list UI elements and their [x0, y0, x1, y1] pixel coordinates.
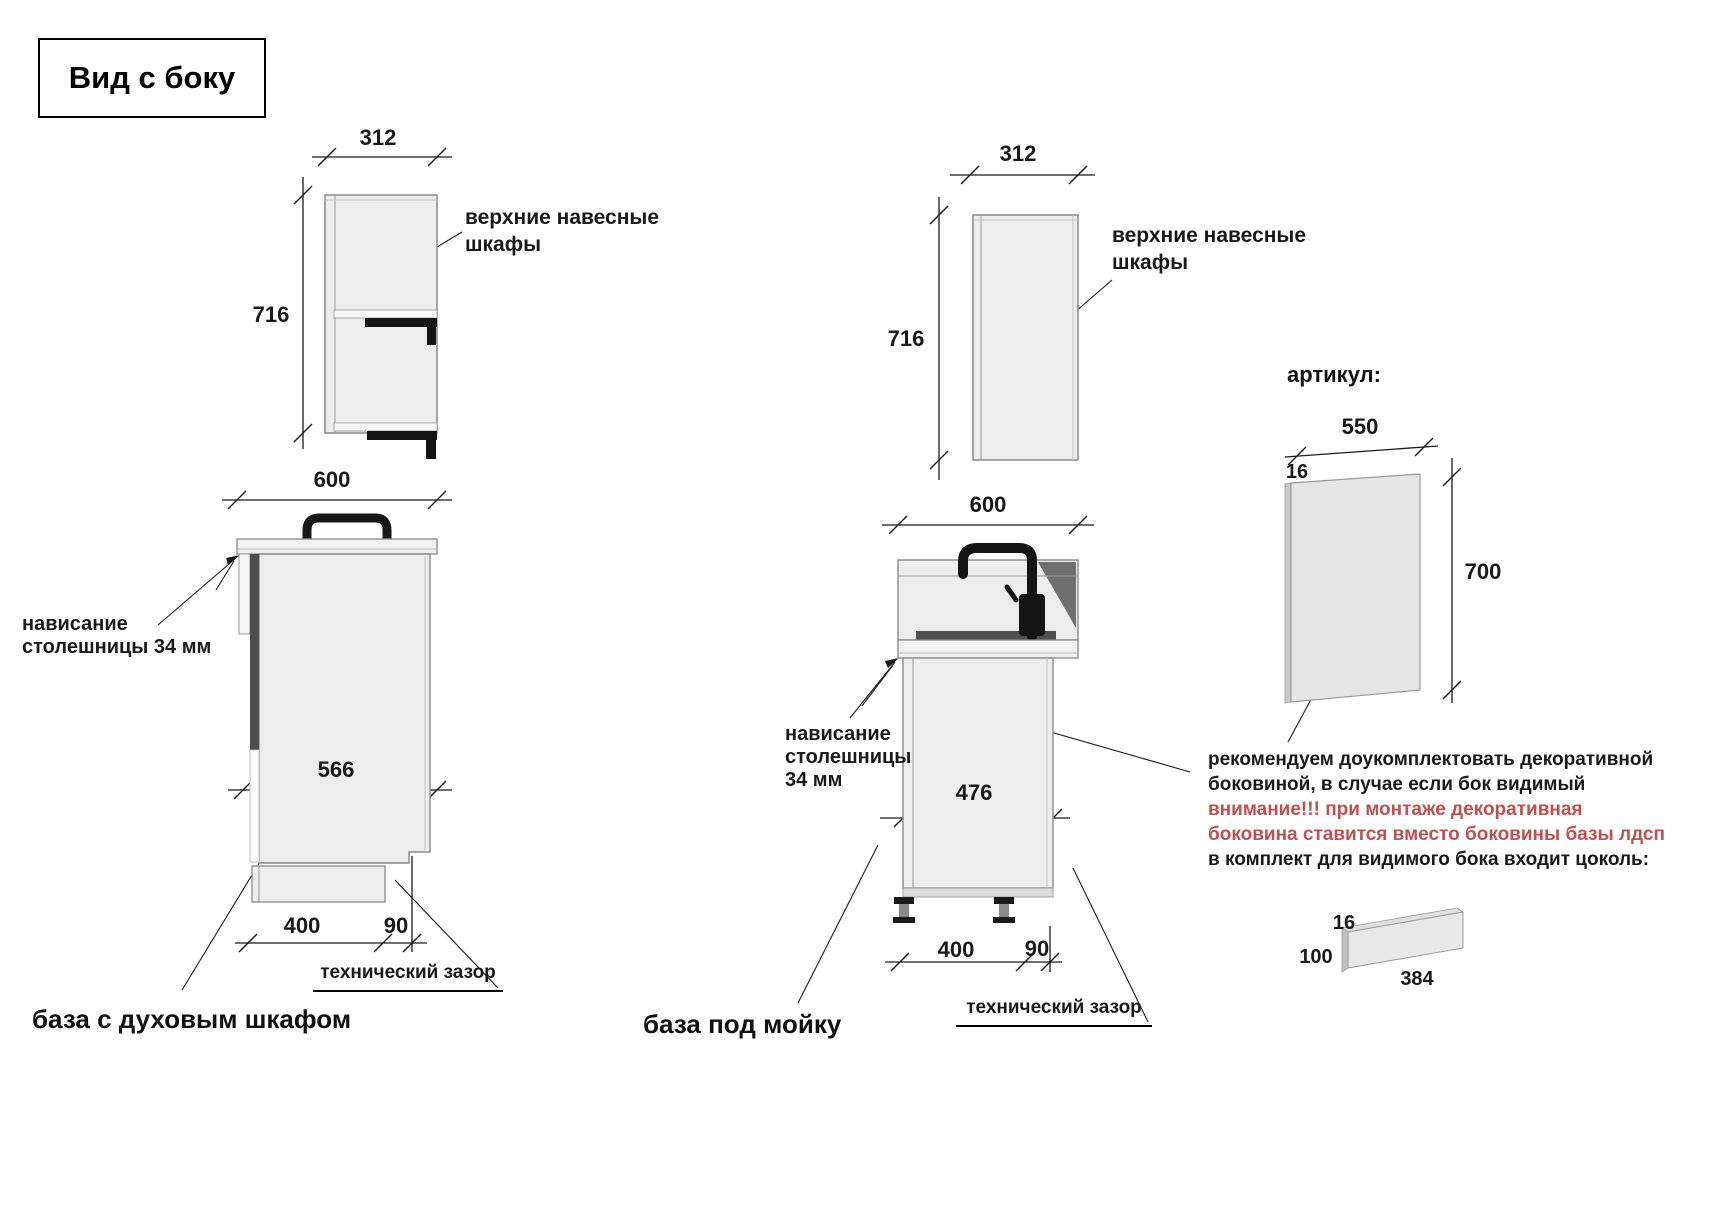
dim-panel-thickness: 16	[1285, 461, 1309, 483]
note-warning-line: внимание!!! при монтаже декоративная	[1208, 799, 1583, 820]
tech-gap-label-sink: технический зазор	[956, 997, 1152, 1027]
dim-height: 716	[887, 326, 925, 351]
countertop	[898, 640, 1078, 658]
shelf-bracket	[427, 318, 436, 345]
adjustable-legs	[893, 897, 1015, 923]
dim-gap: 90	[1024, 936, 1050, 961]
note-line: рекомендуем доукомплектовать декоративной	[1208, 749, 1654, 770]
dim-depth: 476	[955, 780, 993, 805]
overhang-label-oven: нависание столешницы 34 мм	[22, 613, 212, 658]
dim-width: 600	[969, 492, 1007, 517]
dim-gap: 90	[383, 913, 409, 938]
oven-door-edge	[250, 554, 259, 750]
plinth-piece-drawing	[1342, 908, 1463, 972]
cabinet-front	[903, 658, 1053, 888]
oven-front	[259, 554, 430, 863]
oven-handle	[307, 518, 387, 541]
note-line: в комплект для видимого бока входит цоколь:	[1208, 849, 1650, 870]
sink-base-drawing	[893, 548, 1078, 923]
bottom-bracket	[426, 440, 436, 459]
shelf	[334, 310, 437, 318]
dim-plinth: 400	[937, 937, 975, 962]
oven-base-name: база с духовым шкафом	[32, 1004, 352, 1034]
dim-panel-width: 550	[1341, 414, 1379, 439]
wall-cabinet-left-label: верхние навесные шкафы	[465, 206, 660, 256]
view-title: Вид с боку	[38, 38, 266, 118]
tech-gap-label-oven: технический зазор	[313, 962, 503, 992]
artikul-heading: артикул:	[1287, 362, 1381, 387]
countertop-overhang	[239, 554, 250, 634]
overhang-label-sink: нависание столешницы 34 мм	[785, 723, 912, 791]
dim-width: 600	[313, 467, 351, 492]
dim-depth: 566	[317, 757, 355, 782]
sink-base-name: база под мойку	[643, 1009, 842, 1039]
dim-panel-height: 700	[1464, 559, 1502, 584]
oven-base-drawing	[237, 518, 437, 902]
note-line: боковиной, в случае если бок видимый	[1208, 774, 1586, 795]
shelf	[334, 423, 437, 431]
dim-plinth-thickness: 16	[1332, 912, 1356, 934]
wall-cabinet-right-drawing	[973, 215, 1078, 460]
wall-cabinet-right-label: верхние навесные шкафы	[1112, 224, 1307, 274]
dim-plinth-length: 384	[1400, 968, 1434, 990]
dim-width: 312	[999, 141, 1037, 166]
decor-panel-drawing	[1285, 474, 1420, 703]
dim-plinth: 400	[283, 913, 321, 938]
dim-height: 716	[252, 302, 290, 327]
plinth	[252, 866, 385, 902]
note-warning-line: боковина ставится вместо боковины базы лдсп	[1208, 824, 1665, 845]
wall-cabinet-left-drawing	[325, 195, 437, 459]
note-block	[1208, 747, 1665, 872]
faucet-mixer	[1019, 594, 1045, 636]
dim-plinth-height: 100	[1299, 946, 1333, 968]
shelf-bracket	[365, 318, 437, 327]
dim-width: 312	[359, 125, 397, 150]
bottom-bracket	[367, 431, 437, 440]
